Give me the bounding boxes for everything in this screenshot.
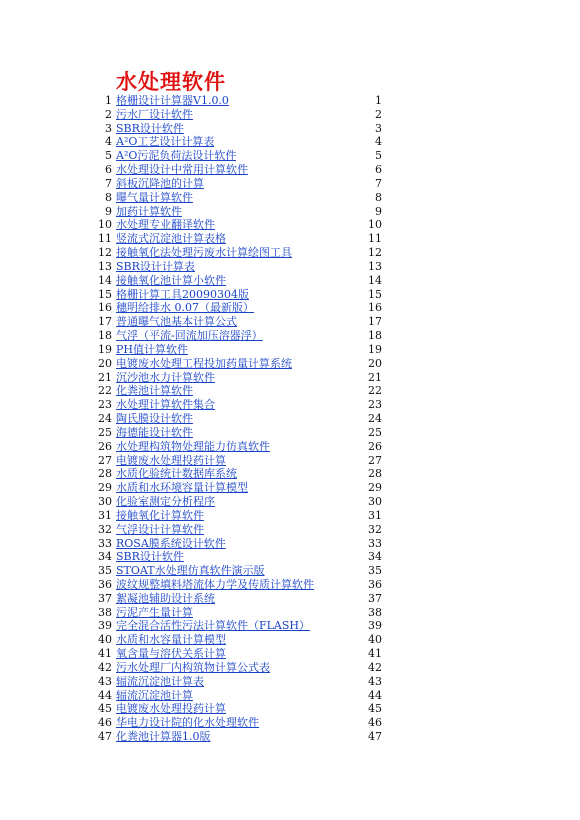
software-link[interactable]: SBR设计软件 xyxy=(116,550,184,564)
item-index-right: 16 xyxy=(368,301,382,315)
item-number: 42 xyxy=(98,660,112,674)
item-number: 22 xyxy=(98,384,112,398)
item-index-right: 7 xyxy=(375,176,382,190)
item-number: 10 xyxy=(98,218,112,232)
software-link[interactable]: 电镀废水处理投药计算 xyxy=(116,453,226,467)
list-item xyxy=(0,550,580,564)
item-number: 19 xyxy=(98,342,112,356)
item-index-right: 19 xyxy=(368,342,382,356)
list-item xyxy=(0,357,580,371)
item-number: 2 xyxy=(105,107,112,121)
software-link[interactable]: 污水处理厂内构筑物计算公式表 xyxy=(116,660,270,674)
item-index-right: 40 xyxy=(368,633,382,647)
software-link[interactable]: A²O工艺设计计算表 xyxy=(116,135,215,149)
software-link[interactable]: 水质化验统计数据库系统 xyxy=(116,467,237,481)
list-item xyxy=(0,454,580,468)
item-index-right: 17 xyxy=(368,315,382,329)
item-number: 8 xyxy=(105,190,112,204)
list-item xyxy=(0,564,580,578)
list-item xyxy=(0,523,580,537)
software-link[interactable]: 辐流沉淀池计算 xyxy=(116,688,193,702)
software-link[interactable]: 污水厂设计软件 xyxy=(116,107,193,121)
item-index-right: 6 xyxy=(375,163,382,177)
item-index-right: 15 xyxy=(368,287,382,301)
item-number: 23 xyxy=(98,398,112,412)
list-item xyxy=(0,592,580,606)
list-item xyxy=(0,301,580,315)
list-item xyxy=(0,730,580,744)
item-number: 9 xyxy=(105,204,112,218)
software-link[interactable]: 陶氏膜设计软件 xyxy=(116,412,193,426)
software-link[interactable]: 竖流式沉淀池计算表格 xyxy=(116,232,226,246)
item-index-right: 10 xyxy=(368,218,382,232)
software-link[interactable]: 华电力设计院的化水处理软件 xyxy=(116,716,259,730)
item-index-right: 41 xyxy=(368,647,382,661)
item-number: 6 xyxy=(105,163,112,177)
list-item xyxy=(0,426,580,440)
item-number: 44 xyxy=(98,688,112,702)
page-title: 水处理软件 xyxy=(116,70,226,94)
list-item xyxy=(0,343,580,357)
list-item xyxy=(0,702,580,716)
item-number: 20 xyxy=(98,356,112,370)
item-number: 45 xyxy=(98,702,112,716)
item-number: 34 xyxy=(98,550,112,564)
list-item xyxy=(0,122,580,136)
list-item xyxy=(0,689,580,703)
software-link[interactable]: 波纹规整填料塔流体力学及传质计算软件 xyxy=(116,577,314,591)
software-link[interactable]: 海德能设计软件 xyxy=(116,425,193,439)
item-number: 24 xyxy=(98,412,112,426)
software-link[interactable]: 格栅计算工具20090304版 xyxy=(116,287,249,301)
software-link[interactable]: 化粪池计算器1.0版 xyxy=(116,730,211,744)
list-item xyxy=(0,647,580,661)
item-index-right: 20 xyxy=(368,356,382,370)
item-index-right: 28 xyxy=(368,467,382,481)
software-list xyxy=(0,94,580,744)
list-item xyxy=(0,246,580,260)
item-index-right: 23 xyxy=(368,398,382,412)
software-link[interactable]: 氧含量与溶伏关系计算 xyxy=(116,647,226,661)
item-number: 3 xyxy=(105,121,112,135)
item-index-right: 39 xyxy=(368,619,382,633)
item-index-right: 42 xyxy=(368,660,382,674)
software-link[interactable]: 水处理专业翻译软件 xyxy=(116,218,215,232)
item-index-right: 24 xyxy=(368,412,382,426)
item-number: 5 xyxy=(105,149,112,163)
item-number: 11 xyxy=(98,232,112,246)
software-link[interactable]: SBR设计计算表 xyxy=(116,259,195,273)
item-index-right: 45 xyxy=(368,702,382,716)
software-link[interactable]: 水质和水环境容量计算模型 xyxy=(116,481,248,495)
list-item xyxy=(0,661,580,675)
software-link[interactable]: 接触氧化池计算小软件 xyxy=(116,273,226,287)
software-link[interactable]: 普通曝气池基本计算公式 xyxy=(116,315,237,329)
item-number: 41 xyxy=(98,647,112,661)
list-item xyxy=(0,675,580,689)
software-link[interactable]: 完全混合活性污法计算软件（FLASH） xyxy=(116,619,311,633)
list-item xyxy=(0,716,580,730)
item-index-right: 25 xyxy=(368,425,382,439)
list-item xyxy=(0,218,580,232)
software-link[interactable]: ROSA膜系统设计软件 xyxy=(116,536,226,550)
item-number: 32 xyxy=(98,522,112,536)
software-link[interactable]: 絮凝池辅助设计系统 xyxy=(116,591,215,605)
software-link[interactable]: 水处理构筑物处理能力仿真软件 xyxy=(116,439,270,453)
item-number: 25 xyxy=(98,425,112,439)
item-index-right: 4 xyxy=(375,135,382,149)
list-item xyxy=(0,619,580,633)
item-index-right: 21 xyxy=(368,370,382,384)
software-link[interactable]: 穗明给排水 0.07（最新版） xyxy=(116,301,254,315)
software-link[interactable]: 水处理设计中常用计算软件 xyxy=(116,163,248,177)
software-link[interactable]: 气浮设计计算软件 xyxy=(116,522,204,536)
list-item xyxy=(0,412,580,426)
list-item xyxy=(0,481,580,495)
item-number: 1 xyxy=(105,94,112,107)
item-number: 18 xyxy=(98,329,112,343)
item-number: 14 xyxy=(98,273,112,287)
item-index-right: 5 xyxy=(375,149,382,163)
item-index-right: 31 xyxy=(368,508,382,522)
software-link[interactable]: PH值计算软件 xyxy=(116,342,188,356)
list-item xyxy=(0,495,580,509)
item-number: 27 xyxy=(98,453,112,467)
item-number: 16 xyxy=(98,301,112,315)
item-index-right: 30 xyxy=(368,495,382,509)
item-index-right: 46 xyxy=(368,716,382,730)
item-index-right: 12 xyxy=(368,246,382,260)
item-index-right: 34 xyxy=(368,550,382,564)
item-number: 13 xyxy=(98,259,112,273)
item-index-right: 13 xyxy=(368,259,382,273)
item-index-right: 38 xyxy=(368,605,382,619)
software-link[interactable]: 加药计算软件 xyxy=(116,204,182,218)
item-index-right: 44 xyxy=(368,688,382,702)
item-index-right: 9 xyxy=(375,204,382,218)
item-number: 47 xyxy=(98,730,112,744)
software-link[interactable]: 接触氧化计算软件 xyxy=(116,508,204,522)
item-number: 37 xyxy=(98,591,112,605)
software-link[interactable]: 接触氧化法处理污废水计算绘图工具 xyxy=(116,246,292,260)
list-item xyxy=(0,232,580,246)
item-number: 33 xyxy=(98,536,112,550)
item-number: 31 xyxy=(98,508,112,522)
list-item xyxy=(0,177,580,191)
item-number: 30 xyxy=(98,495,112,509)
list-item xyxy=(0,467,580,481)
software-link[interactable]: SBR设计软件 xyxy=(116,121,184,135)
item-index-right: 8 xyxy=(375,190,382,204)
software-link[interactable]: 水质和水容量计算模型 xyxy=(116,633,226,647)
item-index-right: 18 xyxy=(368,329,382,343)
list-item xyxy=(0,108,580,122)
list-item xyxy=(0,398,580,412)
list-item xyxy=(0,288,580,302)
item-index-right: 14 xyxy=(368,273,382,287)
item-number: 39 xyxy=(98,619,112,633)
item-index-right: 33 xyxy=(368,536,382,550)
item-number: 4 xyxy=(105,135,112,149)
software-link[interactable]: 电镀废水处理工程投加药量计算系统 xyxy=(116,356,292,370)
item-index-right: 3 xyxy=(375,121,382,135)
item-number: 17 xyxy=(98,315,112,329)
item-index-right: 11 xyxy=(368,232,382,246)
item-number: 35 xyxy=(98,564,112,578)
item-number: 21 xyxy=(98,370,112,384)
item-number: 26 xyxy=(98,439,112,453)
item-number: 43 xyxy=(98,674,112,688)
item-number: 29 xyxy=(98,481,112,495)
software-link[interactable]: 辐流沉淀池计算表 xyxy=(116,674,204,688)
item-index-right: 2 xyxy=(375,107,382,121)
software-link[interactable]: 化粪池计算软件 xyxy=(116,384,193,398)
software-link[interactable]: 污泥产生量计算 xyxy=(116,605,193,619)
list-item xyxy=(0,135,580,149)
item-number: 15 xyxy=(98,287,112,301)
list-item xyxy=(0,315,580,329)
list-item xyxy=(0,274,580,288)
item-index-right: 37 xyxy=(368,591,382,605)
software-link[interactable]: 水处理计算软件集合 xyxy=(116,398,215,412)
item-index-right: 36 xyxy=(368,577,382,591)
list-item xyxy=(0,371,580,385)
software-link[interactable]: 沉沙池水力计算软件 xyxy=(116,370,215,384)
list-item xyxy=(0,260,580,274)
list-item xyxy=(0,606,580,620)
software-link[interactable]: 电镀废水处理投药计算 xyxy=(116,702,226,716)
item-index-right: 32 xyxy=(368,522,382,536)
list-item xyxy=(0,205,580,219)
item-index-right: 27 xyxy=(368,453,382,467)
item-number: 38 xyxy=(98,605,112,619)
list-item xyxy=(0,384,580,398)
list-item xyxy=(0,94,580,108)
software-link[interactable]: 斜板沉降池的计算 xyxy=(116,176,204,190)
item-index-right: 35 xyxy=(368,564,382,578)
list-item xyxy=(0,329,580,343)
list-item xyxy=(0,578,580,592)
item-number: 46 xyxy=(98,716,112,730)
software-link[interactable]: STOAT水处理仿真软件演示版 xyxy=(116,564,265,578)
software-link[interactable]: A²O污泥负荷法设计软件 xyxy=(116,149,237,163)
list-item xyxy=(0,149,580,163)
software-link[interactable]: 格栅设计计算器V1.0.0 xyxy=(116,94,229,107)
item-index-right: 47 xyxy=(368,730,382,744)
list-item xyxy=(0,537,580,551)
list-item xyxy=(0,163,580,177)
item-index-right: 26 xyxy=(368,439,382,453)
item-number: 12 xyxy=(98,246,112,260)
list-item xyxy=(0,509,580,523)
item-index-right: 22 xyxy=(368,384,382,398)
item-number: 40 xyxy=(98,633,112,647)
item-number: 28 xyxy=(98,467,112,481)
item-index-right: 43 xyxy=(368,674,382,688)
item-index-right: 29 xyxy=(368,481,382,495)
list-item xyxy=(0,440,580,454)
item-index-right: 1 xyxy=(375,94,382,107)
item-number: 36 xyxy=(98,577,112,591)
list-item xyxy=(0,633,580,647)
item-number: 7 xyxy=(105,176,112,190)
software-link[interactable]: 化验室测定分析程序 xyxy=(116,495,215,509)
software-link[interactable]: 气浮（平流-回流加压溶器浮） xyxy=(116,329,263,343)
list-item xyxy=(0,191,580,205)
software-link[interactable]: 曝气量计算软件 xyxy=(116,190,193,204)
